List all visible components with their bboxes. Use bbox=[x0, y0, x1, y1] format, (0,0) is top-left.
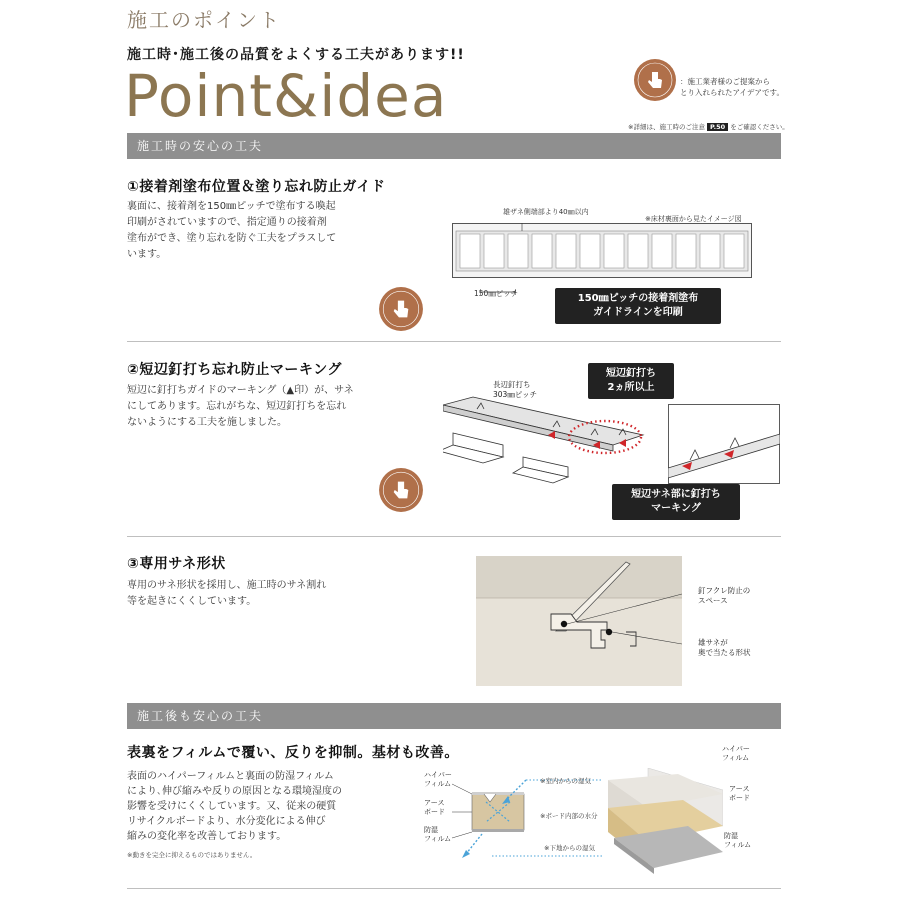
diag-left-hyper-label: ハイパー bbox=[424, 771, 452, 779]
point4-exploded-layers bbox=[608, 768, 723, 880]
point2-idea-badge bbox=[378, 467, 424, 517]
point2-title: ②短辺釘打ち忘れ防止マーキング bbox=[127, 362, 342, 378]
point2-callout-bottom-line: 短辺サネ部に釘打ち bbox=[631, 489, 721, 500]
point1-idea-badge bbox=[378, 286, 424, 336]
diag-left-damp-label: フィルム bbox=[424, 835, 452, 843]
page-subheading: 施工時･施工後の品質をよくする工夫があります!! bbox=[127, 47, 465, 63]
diag-left-earth-label: アース bbox=[424, 799, 445, 807]
divider bbox=[127, 536, 781, 537]
point2-label-long: 303㎜ピッチ bbox=[493, 390, 538, 399]
note-suffix: をご確認ください。 bbox=[730, 123, 789, 131]
point1-body-line: 塗布ができ、塗り忘れを防ぐ工夫をプラスして bbox=[127, 233, 337, 244]
point1-callout bbox=[555, 288, 721, 324]
point3-tongue-groove-diagram bbox=[476, 556, 682, 686]
point2-callout-top bbox=[588, 363, 674, 399]
point1-label-pitch: 150㎜ピッチ bbox=[474, 289, 519, 298]
legend-text-2: とり入れられたアイデアです。 bbox=[680, 88, 784, 97]
point4-note: ※動きを完全に抑えるものではありません。 bbox=[127, 851, 257, 859]
diag-left-damp-label: 防湿 bbox=[424, 826, 438, 834]
point2-callout-bottom bbox=[612, 484, 740, 520]
section-band-during-install: 施工時の安心の工夫 bbox=[127, 133, 781, 159]
point3-title: ③専用サネ形状 bbox=[127, 556, 226, 572]
note-page-badge: P.50 bbox=[707, 123, 728, 131]
point3-body-line: 等を起きにくくしています。 bbox=[127, 596, 257, 607]
note-prefix: ※詳細は、施工時のご注意 bbox=[628, 123, 705, 131]
point1-callout-line: ガイドラインを印刷 bbox=[593, 307, 683, 318]
point3-label-a: 釘フクレ防止の bbox=[698, 586, 751, 595]
point4-body-line: により､伸び縮みや反りの原因となる環境湿度の bbox=[127, 786, 342, 797]
diag-left-earth-label: ボード bbox=[424, 808, 445, 816]
point2-closeup-diagram bbox=[668, 404, 780, 484]
diag-left-ground-label: ※下地からの湿気 bbox=[544, 844, 595, 852]
diag-right-earth-label: アース bbox=[729, 785, 750, 793]
point1-body-line: 裏面に、接着剤を150㎜ピッチで塗布する喚起 bbox=[127, 201, 336, 212]
diag-left-room-label: ※室内からの湿気 bbox=[540, 777, 591, 785]
point2-callout-bottom-line: マーキング bbox=[651, 503, 701, 514]
point2-body-line: ないようにする工夫を施しました。 bbox=[127, 417, 287, 428]
pitch-dimension-line bbox=[480, 280, 516, 286]
point3-label-b: 奥で当たる形状 bbox=[698, 648, 751, 657]
point2-callout-top-line: 短辺釘打ち bbox=[606, 368, 656, 379]
diag-left-board-label: ※ボード内部の水分 bbox=[540, 812, 598, 820]
point1-board-diagram bbox=[452, 223, 752, 278]
legend-text-1: ：施工業者様のご提案から bbox=[680, 77, 770, 86]
point2-label-long: 長辺釘打ち bbox=[493, 380, 531, 389]
point4-title: 表裏をフィルムで覆い、反りを抑制。基材も改善。 bbox=[127, 745, 459, 761]
point4-body-line: 影響を受けにくくしています。又、従来の硬質 bbox=[127, 801, 337, 812]
section-band-after-install: 施工後も安心の工夫 bbox=[127, 703, 781, 729]
diag-right-hyper-label: ハイパー bbox=[722, 745, 750, 753]
point3-body-line: 専用のサネ形状を採用し、施工時のサネ割れ bbox=[127, 580, 327, 591]
point2-body-line: 短辺に釘打ちガイドのマーキング（▲印）が、サネ bbox=[127, 385, 354, 396]
point3-label-b: 雄サネが bbox=[698, 638, 728, 647]
point1-label-top: 雄ザネ側端部より40㎜以内 bbox=[503, 208, 589, 216]
point2-callout-top-line: 2ヵ所以上 bbox=[607, 382, 655, 393]
point1-body-line: います。 bbox=[127, 249, 167, 260]
point1-body-line: 印刷がされていますので、指定通りの接着剤 bbox=[127, 217, 327, 228]
diag-right-earth-label: ボード bbox=[729, 794, 750, 802]
point3-label-a: スペース bbox=[698, 596, 728, 605]
brand-logo-text: Point&idea bbox=[124, 62, 448, 130]
point4-body-line: 縮みの変化率を改善しております。 bbox=[127, 831, 287, 842]
contractor-idea-badge bbox=[633, 58, 677, 102]
divider bbox=[127, 341, 781, 342]
diag-right-hyper-label: フィルム bbox=[722, 754, 750, 762]
point1-callout-line: 150㎜ピッチの接着剤塗布 bbox=[577, 293, 699, 304]
point1-title: ①接着剤塗布位置＆塗り忘れ防止ガイド bbox=[127, 179, 386, 195]
diag-right-damp-label: 防湿 bbox=[724, 832, 738, 840]
page-title: 施工のポイント bbox=[127, 8, 281, 32]
diag-left-hyper-label: フィルム bbox=[424, 780, 452, 788]
point1-label-note: ※床材裏面から見たイメージ図 bbox=[645, 215, 742, 223]
point4-body-line: リサイクルボードより、水分変化による伸び bbox=[127, 816, 326, 827]
point2-body-line: にしてあります。忘れがちな、短辺釘打ちを忘れ bbox=[127, 401, 347, 412]
point4-body-line: 表面のハイパーフィルムと裏面の防湿フィルム bbox=[127, 771, 334, 782]
point2-floor-diagram bbox=[443, 395, 663, 490]
diag-right-damp-label: フィルム bbox=[724, 841, 752, 849]
divider bbox=[127, 888, 781, 889]
